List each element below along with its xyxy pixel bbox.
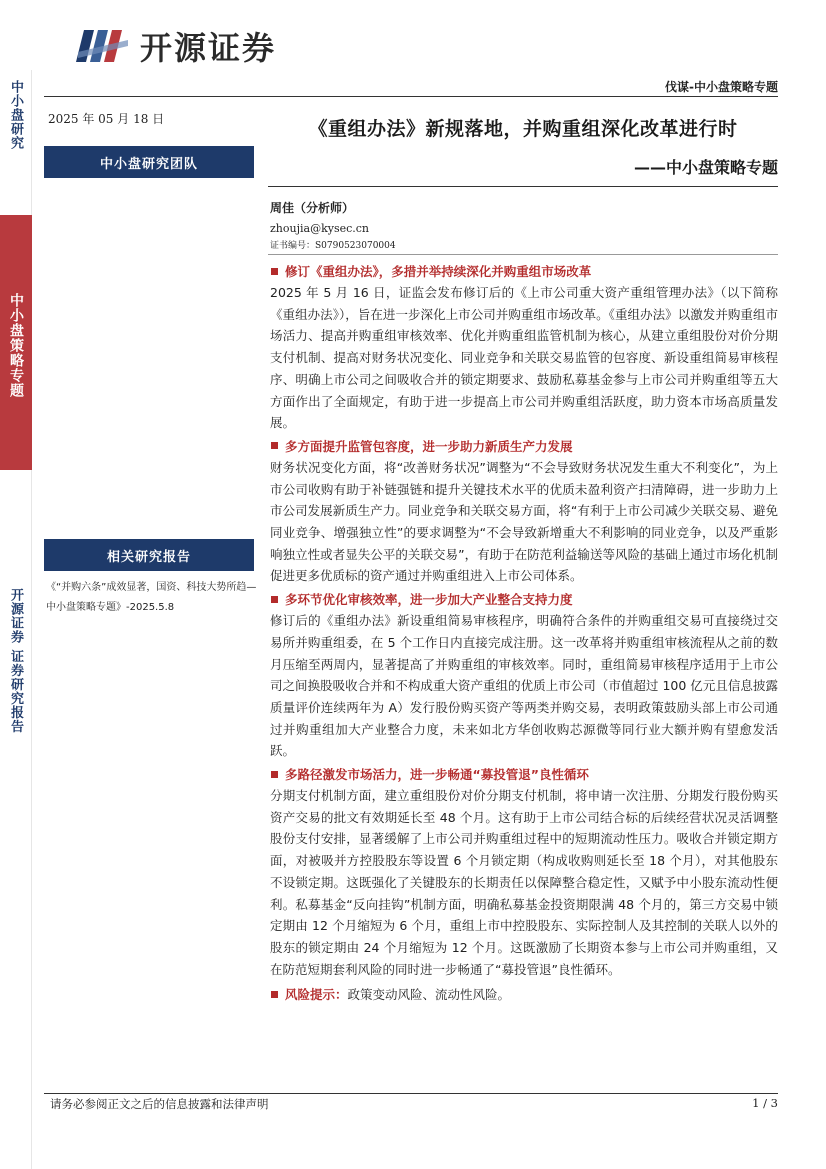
section-paragraph: 2025 年 5 月 16 日，证监会发布修订后的《上市公司重大资产重组管理办法》（以下简称《重组办法》），旨在进一步深化上市公司并购重组市场改革。《重组办法》以激发并购重组市场活力、提高并购重组审核效率、优化并购重组监管机制为核心，从建立重组股份对价分期支付机制、提高对财务状况变化、同业竞争和关联交易监管的包容度、新设重组简易审核程序、明确上市公司之间吸收合并的锁定期要求、鼓励私募基金参与上市公司并购重组等五大方面作出了全面规定，有助于进一步提高上市公司并购重组活跃度，助力资本市场高质量发展。 [270, 285, 778, 431]
square-bullet-icon [271, 596, 278, 603]
analyst-cert: 证书编号：S0790523070004 [270, 241, 396, 251]
footer-disclaimer: 请务必参阅正文之后的信息披露和法律声明 [50, 1097, 269, 1111]
strip-segment-research [0, 70, 32, 215]
related-report-item[interactable]: 《“并购六条”成效显著，国资、科技大势所趋—中小盘策略专题》-2025.5.8 [46, 582, 257, 613]
risk-text: 政策变动风险、流动性风险。 [347, 987, 511, 1003]
related-reports-label: 相关研究报告 [106, 549, 191, 565]
brand-logo [70, 22, 276, 70]
section-heading [270, 435, 778, 457]
section [270, 763, 778, 980]
section-heading [270, 260, 778, 282]
section-paragraph: 分期支付机制方面，建立重组股份对价分期支付机制，将申请一次注册、分期发行股份购买资产交易的批文有效期延长至 48 个月。这有助于上市公司结合标的后续经营状况灵活调整股份支付安排，显著缓解了上市公司并购重组过程中的短期流动性压力。吸收合并锁定期方面，对被吸并方控股股东等设置 6 个月锁定期（构成收购则延长至 18 个月），对其他股东不设锁定期。这既强化了关键股东的长期责任以保障整合稳定性，又赋予中小股东流动性便利。私募基金“反向挂钩”机制方面，明确私募基金投资期限满 48 个月的，第三方交易中锁定期由 12 个月缩短为 6 个月，重组上市中控股股东、实际控制人及其控制的关联人以外的股东的锁定期由 24 个月缩短为 12 个月。这既激励了长期资本参与上市公司并购重组，又在防范短期套利风险的同时进一步畅通了“募投管退”良性循环。 [270, 788, 778, 977]
section-heading [270, 588, 778, 610]
page-title: 《重组办法》新规落地，并购重组深化改革进行时 [308, 118, 738, 140]
square-bullet-icon [271, 268, 278, 275]
section-heading-text: 多路径激发市场活力，进一步畅通“募投管退”良性循环 [285, 767, 589, 783]
section-heading-text: 多方面提升监管包容度，进一步助力新质生产力发展 [285, 438, 573, 454]
analyst-divider [268, 254, 778, 255]
strip-segment-topic [0, 215, 32, 470]
section [270, 588, 778, 762]
section [270, 435, 778, 587]
square-bullet-icon [271, 771, 278, 778]
left-strip [0, 70, 32, 1169]
report-body [270, 260, 778, 1005]
section-heading [270, 763, 778, 785]
section [270, 260, 778, 434]
section-heading-text: 修订《重组办法》，多措并举持续深化并购重组市场改革 [285, 264, 592, 279]
square-bullet-icon [271, 991, 278, 998]
brand-logo-icon [70, 22, 134, 70]
related-reports-box [44, 539, 254, 571]
brand-name: 开源证券 [140, 29, 277, 67]
section-paragraph: 财务状况变化方面，将“改善财务状况”调整为“不会导致财务状况发生重大不利变化”，为上市公司收购有助于补链强链和提升关键技术水平的优质未盈利资产扫清障碍，进一步助力上市公司发展新质生产力。同业竞争和关联交易方面，将“有利于上市公司减少关联交易、避免同业竞争、增强独立性”的要求调整为“不会导致新增重大不利影响的同业竞争，以及严重影响独立性或者显失公平的关联交易”，有助于在防范利益输送等风险的基础上通过市场化机制促进更多优质标的资产通过并购重组进入上市公司体系。 [270, 459, 778, 584]
report-date: 2025 年 05 月 18 日 [48, 112, 165, 126]
strip-label-topic: 中小盘策略专题 [8, 293, 24, 398]
risk-note [270, 983, 778, 1005]
strip-label-research: 中小盘研究 [8, 80, 23, 150]
analyst-email[interactable]: zhoujia@kysec.cn [270, 222, 370, 235]
team-label-box [44, 146, 254, 178]
team-label: 中小盘研究团队 [99, 156, 198, 172]
title-divider [268, 186, 778, 187]
section-heading-text: 多环节优化审核效率，进一步加大产业整合支持力度 [285, 592, 573, 608]
section-paragraph: 修订后的《重组办法》新设重组简易审核程序，明确符合条件的并购重组交易可直接绕过交易所并购重组委，在 5 个工作日内直接完成注册。这一改革将并购重组审核流程从之前的数月压缩至两周内，显著提高了并购重组的审核效率。同时，重组简易审核程序适用于上市公司之间换股吸收合并和不构成重大资产重组的优质上市公司（市值超过 100 亿元且信息披露质量评价连续两年为 A）发行股份购买资产等两类并购交易，表明政策鼓励头部上市公司通过并购重组加大产业整合力度，未来如北方华创收购芯源微等同行业大额并购有望愈发活跃。 [270, 613, 778, 759]
page-number: 1 / 3 [752, 1096, 778, 1110]
square-bullet-icon [271, 442, 278, 449]
risk-label: 风险提示： [285, 987, 348, 1003]
strip-segment-brand [0, 470, 32, 1169]
analyst-name: 周佳（分析师） [270, 201, 355, 215]
footer-divider [44, 1093, 778, 1094]
header-divider [44, 96, 778, 97]
header-tag: 伐谋-中小盘策略专题 [665, 80, 778, 94]
page-subtitle: ——中小盘策略专题 [633, 158, 778, 177]
strip-label-brand: 开源证券 证券研究报告 [8, 588, 23, 734]
